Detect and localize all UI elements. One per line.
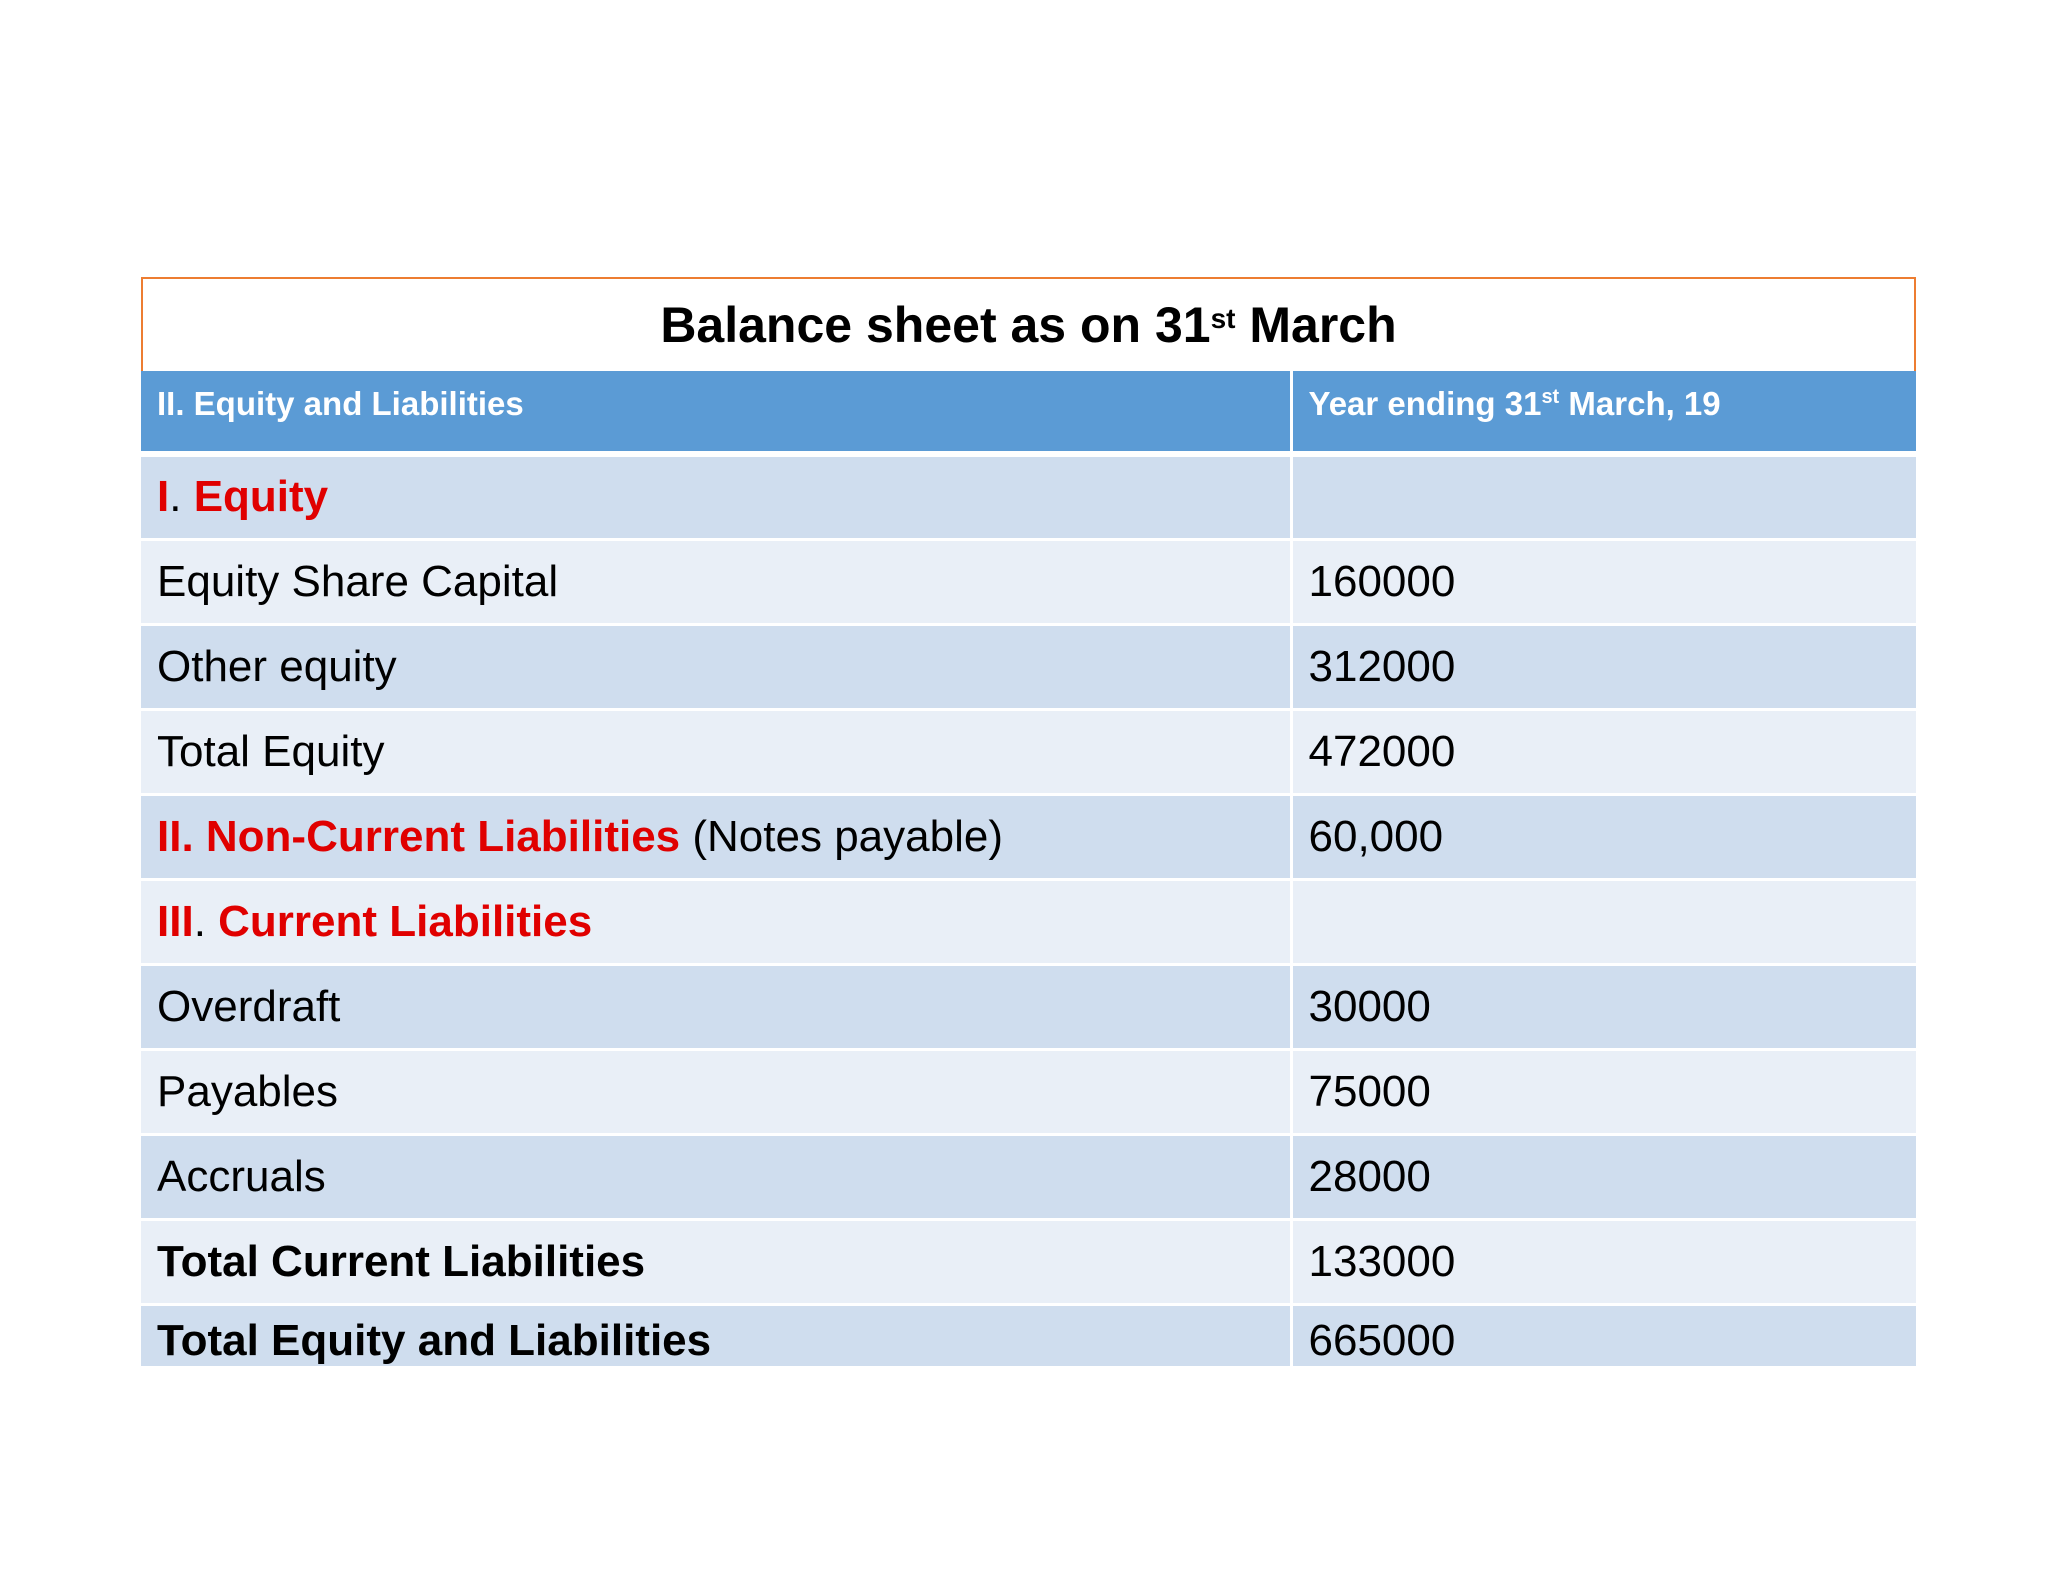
title-superscript: st [1210,303,1236,334]
row-label: Accruals [141,1134,1291,1219]
row-value: 312000 [1291,624,1916,709]
header-section: II. Equity and Liabilities [141,371,1291,454]
header-year [1291,371,1916,454]
table-row [141,964,1916,1049]
current-numeral: III [157,896,194,946]
balance-table [141,371,1916,1366]
row-value: 75000 [1291,1049,1916,1134]
row-value: 472000 [1291,709,1916,794]
table-row [141,879,1916,964]
row-label-current-heading [141,879,1291,964]
row-label: Overdraft [141,964,1291,1049]
row-label-total-all: Total Equity and Liabilities [141,1304,1291,1366]
row-value [1291,454,1916,539]
table-row [141,709,1916,794]
row-value: 60,000 [1291,794,1916,879]
non-current-heading: II. Non-Current Liabilities [157,811,681,861]
table-row [141,794,1916,879]
table-row [141,1134,1916,1219]
title-text: Balance sheet as on 31 [660,297,1211,353]
row-value: 30000 [1291,964,1916,1049]
row-value: 665000 [1308,1315,1456,1365]
row-value [1291,879,1916,964]
row-value: 133000 [1291,1219,1916,1304]
row-label: Other equity [141,624,1291,709]
non-current-note: (Notes payable) [680,811,1003,861]
table-row [141,1049,1916,1134]
equity-heading-label: Equity [181,472,329,522]
balance-sheet [141,277,1916,1366]
table-row [141,454,1916,539]
header-year-post: March, 19 [1559,385,1721,422]
current-heading-label: Current Liabilities [205,896,593,946]
table-row [141,624,1916,709]
title-month: March [1235,297,1397,353]
table-header-row [141,371,1916,454]
row-value: 160000 [1291,539,1916,624]
table-row [141,539,1916,624]
row-label-equity-heading [141,454,1291,539]
row-label-non-current [141,794,1291,879]
row-value: 28000 [1291,1134,1916,1219]
sheet-title [141,277,1916,371]
header-year-pre: Year ending 31 [1308,385,1542,422]
row-label: Equity Share Capital [141,539,1291,624]
equity-dot: . [169,472,182,522]
current-dot: . [193,896,206,946]
row-label: Payables [141,1049,1291,1134]
table-row [141,1304,1916,1366]
equity-numeral: I [157,472,170,522]
header-year-superscript: st [1541,386,1560,408]
row-label: Total Equity [141,709,1291,794]
table-row [141,1219,1916,1304]
row-label-total-current: Total Current Liabilities [141,1219,1291,1304]
